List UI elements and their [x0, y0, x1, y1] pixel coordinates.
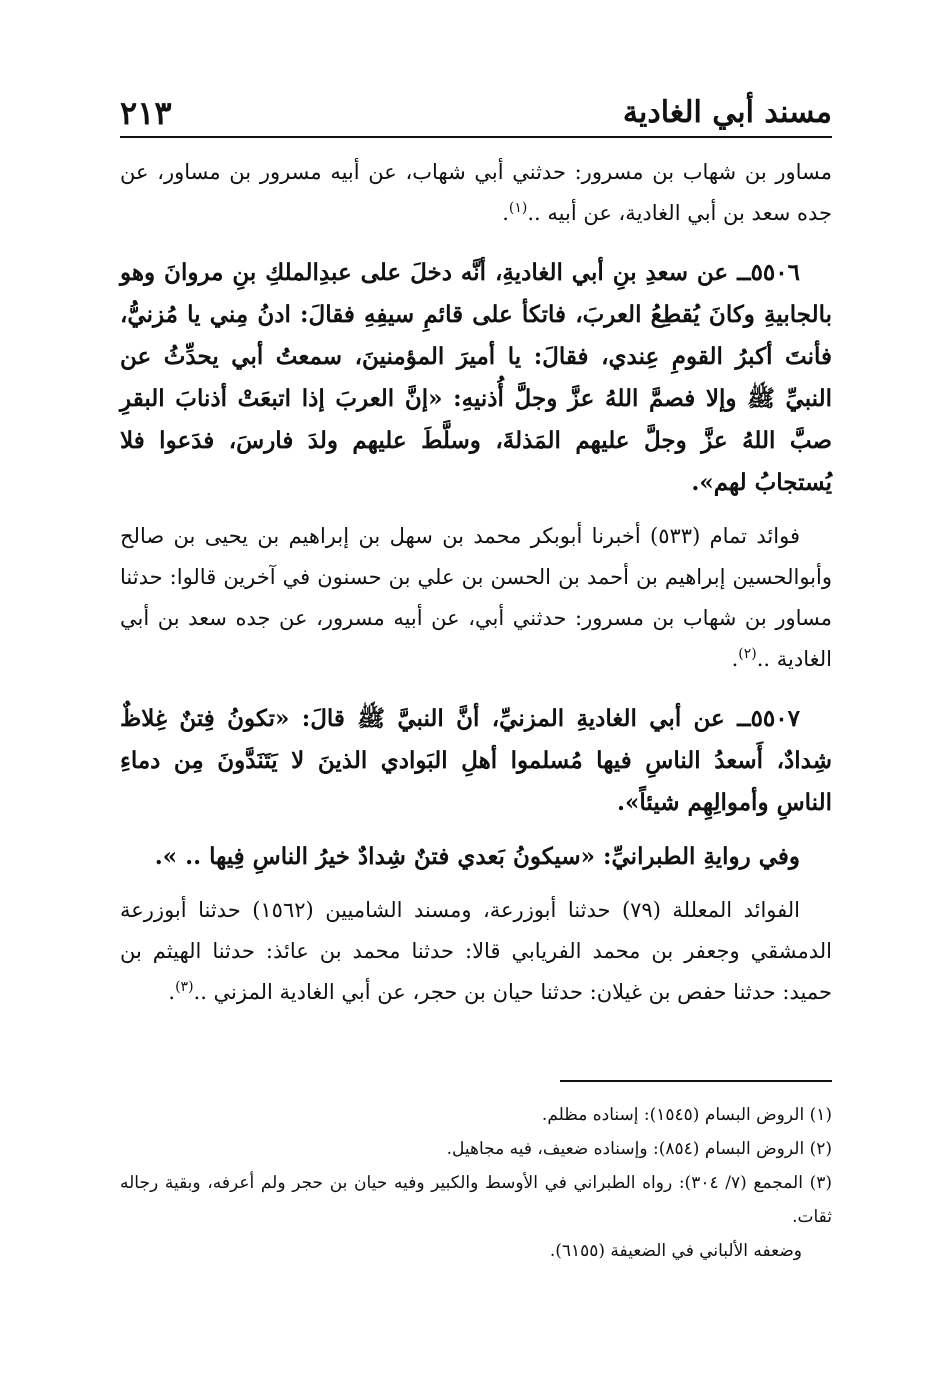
footnote-ref-2: (٢)	[738, 646, 757, 662]
isnad-paragraph-2: فوائد تمام (٥٣٣) أخبرنا أبوبكر محمد بن سهل بن إبراهيم بن يحيى بن صالح وأبوالحسين إبراهيم بن أحمد بن الحسن بن علي بن حسنون في آخرين قالوا: حدثنا مساور بن شهاب بن مسرور: حدثني أبي، عن أبيه مسرور، عن جده سعد بن أبي الغادية ..$^{(٢)}$.	[120, 524, 832, 671]
running-title: مسند أبي الغادية	[622, 95, 832, 130]
page-header	[120, 92, 832, 138]
footnote-1: (١) الروض البسام (١٥٤٥): إسناده مظلم.	[541, 1105, 832, 1125]
hadith-5506: ٥٥٠٦ــ عن سعدِ بنِ أبي الغاديةِ، أنَّه دخلَ على عبدِالملكِ بنِ مروانَ وهو بالجابيةِ وكانَ يُقطِعُ العربَ، فاتكأ على قائمِ سيفِهِ فقالَ: ادنُ مِني يا مُزنيُّ، فأنتَ أكبرُ القومِ عِندي، فقالَ: يا أميرَ المؤمنينَ، سمعتُ أبي يحدِّثُ عن النبيِّ ﷺ وإلا فصمَّ اللهُ عزَّ وجلَّ أُذنيهِ: «إنَّ العربَ إذا اتبعَتْ أذنابَ البقرِ صبَّ اللهُ عزَّ وجلَّ عليهم المَذلةَ، وسلَّطَ عليهم ولدَ فارسَ، فدَعوا فلا يُستجابُ لهم».	[120, 259, 832, 496]
page-number: ٢١٣	[120, 94, 172, 132]
isnad-paragraph-3: الفوائد المعللة (٧٩) حدثنا أبوزرعة، ومسند الشاميين (١٥٦٢) حدثنا أبوزرعة الدمشقي وجعفر بن محمد الفريابي قالا: حدثنا محمد بن عائذ: حدثنا الهيثم بن حميد: حدثنا حفص بن غيلان: حدثنا حيان بن حجر، عن أبي الغادية المزني ..$^{(٣)}$.	[120, 898, 832, 1004]
footnote-divider	[560, 1080, 832, 1082]
footnote-3: (٣) المجمع (٧/ ٣٠٤): رواه الطبراني في الأوسط والكبير وفيه حيان بن حجر ولم أعرفه، وبقية رجاله ثقات.	[120, 1173, 833, 1227]
footnote-3-continuation: وضعفه الألباني في الضعيفة (٦١٥٥).	[549, 1241, 802, 1261]
isnad-paragraph-1: مساور بن شهاب بن مسرور: حدثني أبي شهاب، عن أبيه مسرور بن مساور، عن جده سعد بن أبي الغادية، عن أبيه ..$^{(١)}$.	[120, 160, 832, 225]
hadith-5507: ٥٥٠٧ــ عن أبي الغاديةِ المزنيِّ، أنَّ النبيَّ ﷺ قالَ: «تكونُ فِتنٌ غِلاظٌ شِدادٌ، أَسعدُ الناسِ فيها مُسلموا أهلِ البَوادي الذينَ لا يَتَنَدَّونَ مِن دماءِ الناسِ وأموالِهِم شيئاً».	[120, 705, 832, 816]
isnad-text-1: مساور بن شهاب بن مسرور: حدثني أبي شهاب، عن أبيه مسرور بن مساور، عن جده سعد بن أبي الغادية، عن أبيه ..	[120, 160, 832, 225]
main-text	[120, 152, 832, 1013]
tabarani-narration: وفي روايةِ الطبرانيِّ: «سيكونُ بَعدي فتنٌ شِدادٌ خيرُ الناسِ فِيها .. ».	[154, 843, 800, 870]
isnad-text-2: فوائد تمام (٥٣٣) أخبرنا أبوبكر محمد بن سهل بن إبراهيم بن يحيى بن صالح وأبوالحسين إبراهيم بن أحمد بن الحسن بن علي بن حسنون في آخرين قالوا: حدثنا مساور بن شهاب بن مسرور: حدثني أبي، عن أبيه مسرور، عن جده سعد بن أبي الغادية ..	[120, 524, 832, 671]
footnote-ref-1: (١)	[508, 200, 528, 216]
footnote-2: (٢) الروض البسام (٨٥٤): وإسناده ضعيف، فيه مجاهيل.	[446, 1139, 832, 1159]
footnotes	[120, 1098, 832, 1268]
isnad-text-3: الفوائد المعللة (٧٩) حدثنا أبوزرعة، ومسند الشاميين (١٥٦٢) حدثنا أبوزرعة الدمشقي وجعفر بن محمد الفريابي قالا: حدثنا محمد بن عائذ: حدثنا الهيثم بن حميد: حدثنا حفص بن غيلان: حدثنا حيان بن حجر، عن أبي الغادية المزني ..	[120, 898, 832, 1004]
footnote-ref-3: (٣)	[175, 979, 194, 995]
